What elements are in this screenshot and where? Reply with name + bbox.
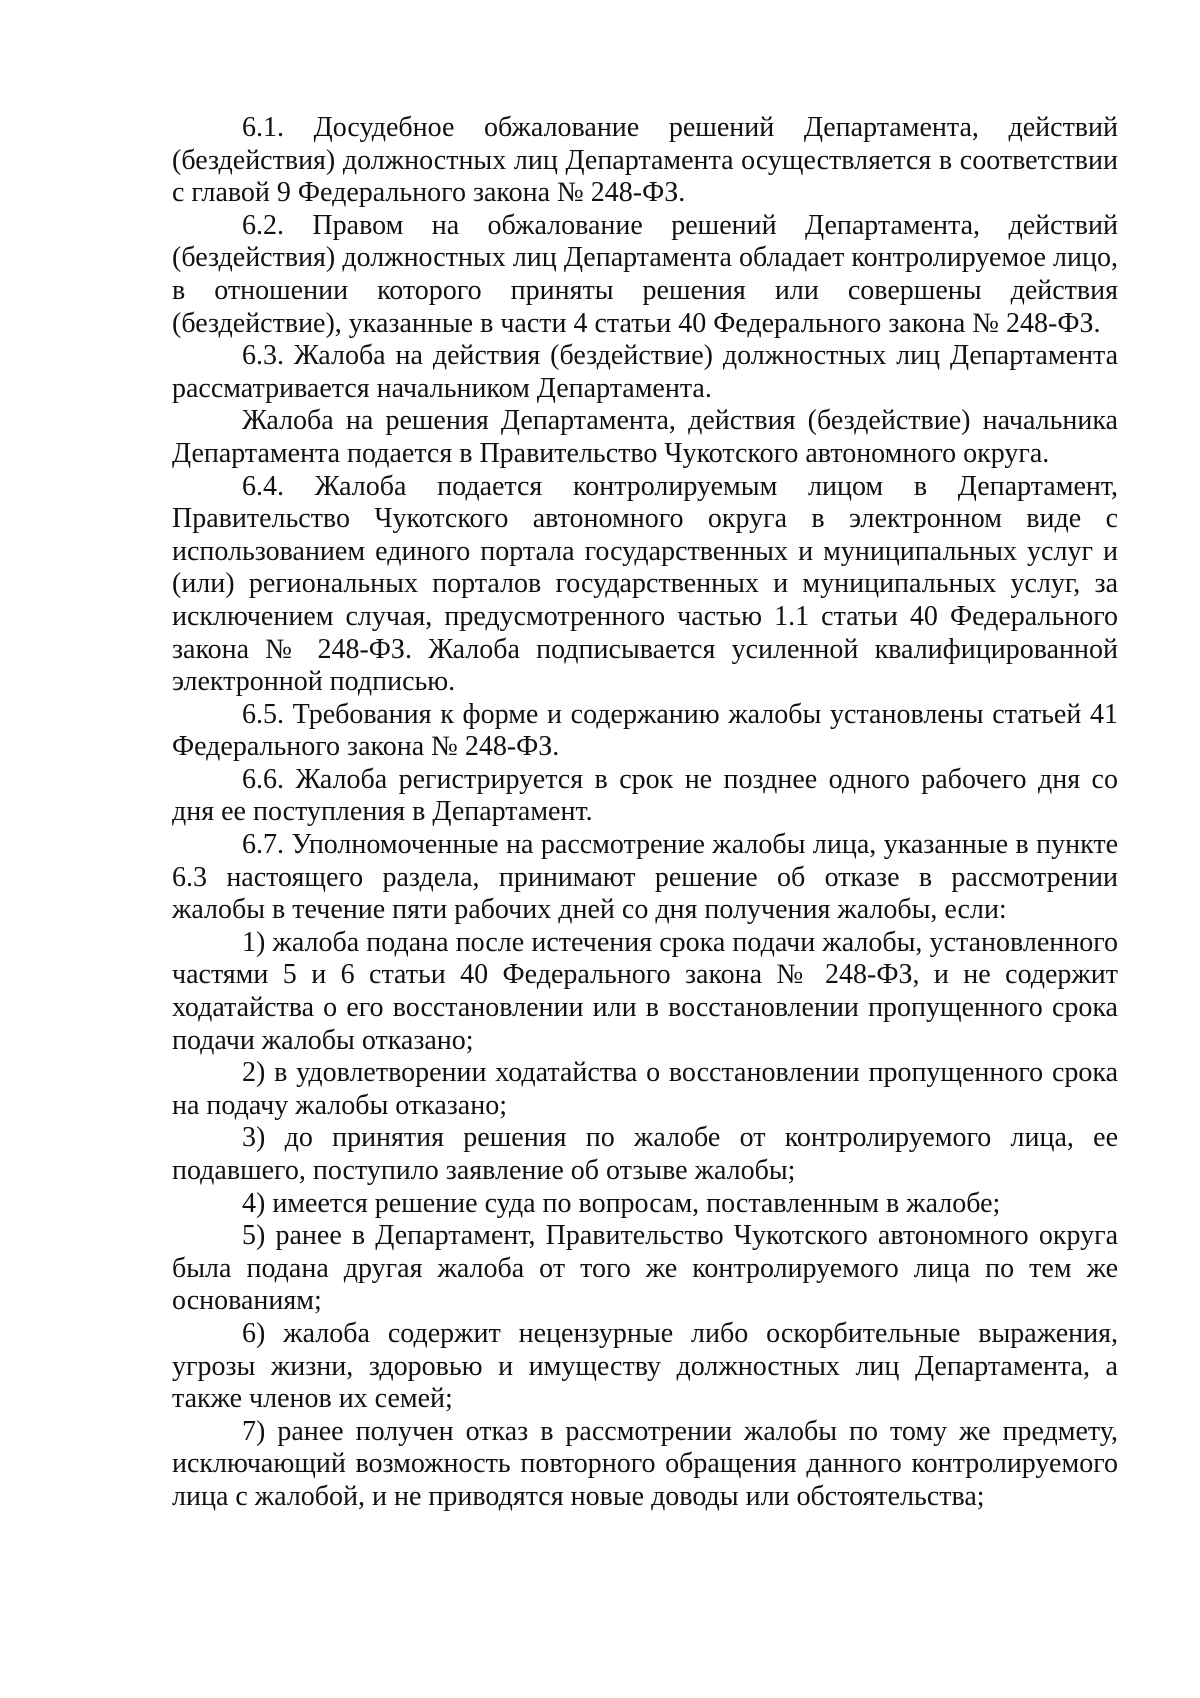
paragraph-6-3: 6.3. Жалоба на действия (бездействие) должностных лиц Департамента рассматривается начальником Департамента. [172,340,1118,404]
list-item-6: 6) жалоба содержит нецензурные либо оскорбительные выражения, угрозы жизни, здоровью и имуществу должностных лиц Департамента, а также членов их семей; [172,1317,1118,1415]
document-page [172,112,1118,1514]
list-item-4: 4) имеется решение суда по вопросам, поставленным в жалобе; [242,1187,1001,1219]
paragraph-6-1: 6.1. Досудебное обжалование решений Департамента, действий (бездействия) должностных лиц Департамента осуществляется в соответствии с главой 9 Федерального закона № 248-ФЗ. [172,112,1118,209]
paragraph-6-2: 6.2. Правом на обжалование решений Департамента, действий (бездействия) должностных лиц Департамента обладает контролируемое лицо, в отношении которого приняты решения или совершены действия (бездействие), указанные в части 4 статьи 40 Федерального закона № 248-ФЗ. [172,209,1118,339]
paragraph-6-3-second: Жалоба на решения Департамента, действия (бездействие) начальника Департамента подается в Правительство Чукотского автономного округа. [172,405,1118,469]
list-item-1: 1) жалоба подана после истечения срока подачи жалобы, установленного частями 5 и 6 статьи 40 Федерального закона № 248-ФЗ, и не содержит ходатайства о его восстановлении или в восстановлении пропущенного срока подачи жалобы отказано; [172,926,1118,1056]
paragraph-6-6: 6.6. Жалоба регистрируется в срок не позднее одного рабочего дня со дня ее поступления в Департамент. [172,763,1118,828]
list-item-3: 3) до принятия решения по жалобе от контролируемого лица, ее подавшего, поступило заявление об отзыве жалобы; [172,1122,1118,1186]
paragraph-6-4: 6.4. Жалоба подается контролируемым лицом в Департамент, Правительство Чукотского автономного округа в электронном виде с использованием единого портала государственных и муниципальных услуг и (или) региональных порталов государственных и муниципальных услуг, за исключением случая, предусмотренного частью 1.1 статьи 40 Федерального закона № 248-ФЗ. Жалоба подписывается усиленной квалифицированной электронной подписью. [172,470,1118,698]
list-item-7: 7) ранее получен отказ в рассмотрении жалобы по тому же предмету, исключающий возможность повторного обращения данного контролируемого лица с жалобой, и не приводятся новые доводы или обстоятельства; [172,1415,1118,1512]
list-item-5: 5) ранее в Департамент, Правительство Чукотского автономного округа была подана другая жалоба от того же контролируемого лица по тем же основаниям; [172,1220,1118,1317]
paragraph-6-7: 6.7. Уполномоченные на рассмотрение жалобы лица, указанные в пункте 6.3 настоящего раздела, принимают решение об отказе в рассмотрении жалобы в течение пяти рабочих дней со дня получения жалобы, если: [172,829,1118,926]
list-item-2: 2) в удовлетворении ходатайства о восстановлении пропущенного срока на подачу жалобы отказано; [172,1057,1118,1121]
paragraph-6-5: 6.5. Требования к форме и содержанию жалобы установлены статьей 41 Федерального закона № 248-ФЗ. [172,698,1118,763]
